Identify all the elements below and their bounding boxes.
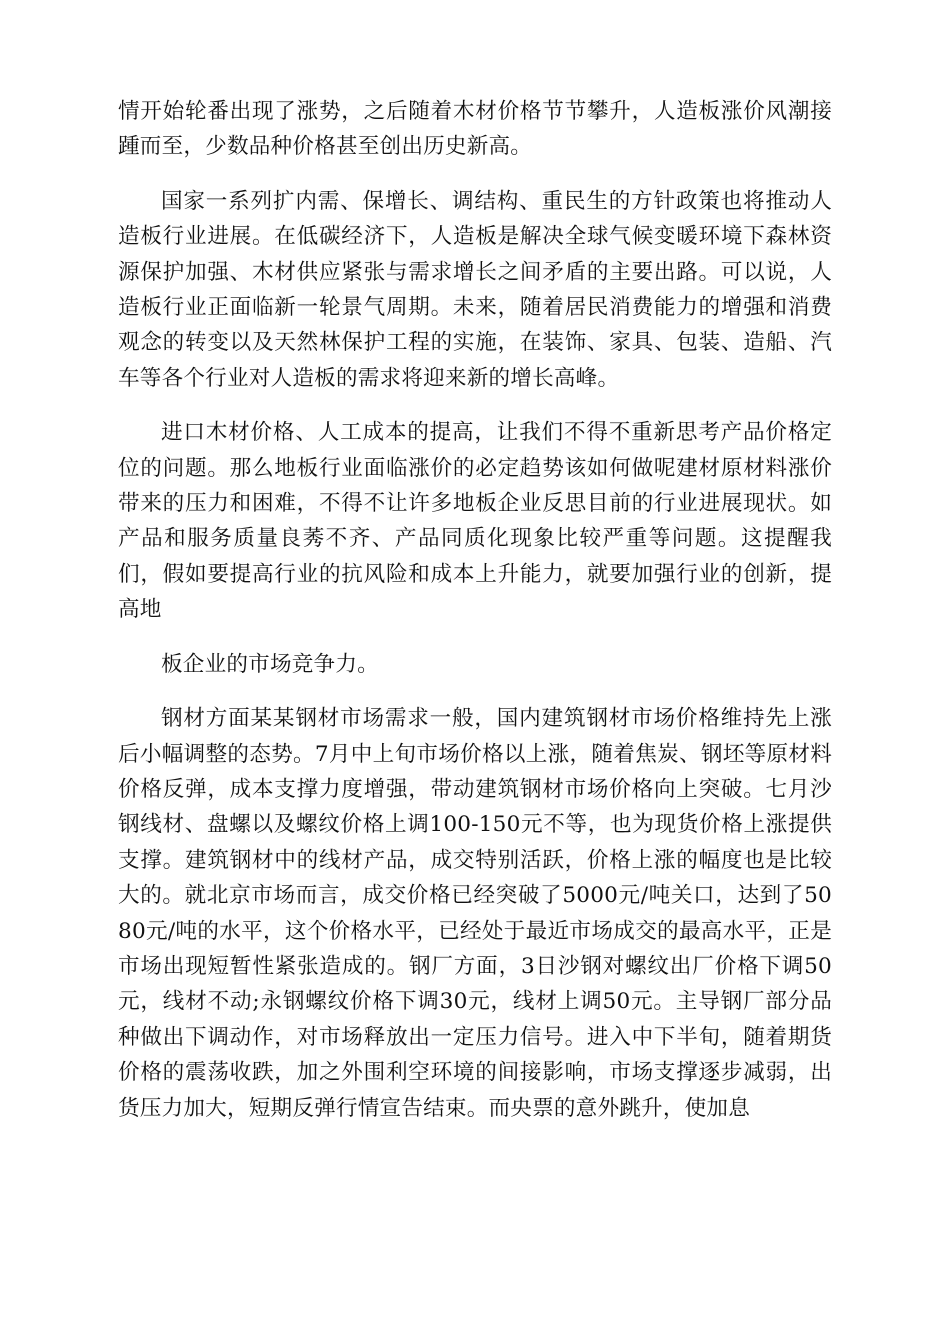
paragraph-4: 板企业的市场竞争力。	[161, 651, 379, 677]
paragraph-2: 国家一系列扩内需、保增长、调结构、重民生的方针政策也将推动人造板行业进展。在低碳经济下，人造板是解决全球气候变暖环境下森林资源保护加强、木材供应紧张与需求增长之间矛盾的主要出路。可以说，人造板行业正面临新一轮景气周期。未来，随着居民消费能力的增强和消费观念的转变以及天然林保护工程的实施，在装饰、家具、包装、造船、汽车等各个行业对人造板的需求将迎来新的增长高峰。	[118, 188, 832, 391]
document-page	[118, 94, 832, 1145]
paragraph-3: 进口木材价格、人工成本的提高，让我们不得不重新思考产品价格定位的问题。那么地板行业面临涨价的必定趋势该如何做呢建材原材料涨价带来的压力和困难，不得不让许多地板企业反思目前的行业进展现状。如产品和服务质量良莠不齐、产品同质化现象比较严重等问题。这提醒我们，假如要提高行业的抗风险和成本上升能力，就要加强行业的创新，提高地	[118, 420, 832, 623]
paragraph-1: 情开始轮番出现了涨势，之后随着木材价格节节攀升，人造板涨价风潮接踵而至，少数品种价格甚至创出历史新高。	[118, 99, 832, 160]
paragraph-5: 钢材方面某某钢材市场需求一般，国内建筑钢材市场价格维持先上涨后小幅调整的态势。7月中上旬市场价格以上涨，随着焦炭、钢坯等原材料价格反弹，成本支撑力度增强，带动建筑钢材市场价格向上突破。七月沙钢线材、盘螺以及螺纹价格上调100-150元不等，也为现货价格上涨提供支撑。建筑钢材中的线材产品，成交特别活跃，价格上涨的幅度也是比较大的。就北京市场而言，成交价格已经突破了5000元/吨关口，达到了5080元/吨的水平，这个价格水平，已经处于最近市场成交的最高水平，正是市场出现短暂性紧张造成的。钢厂方面，3日沙钢对螺纹出厂价格下调50元，线材不动;永钢螺纹价格下调30元，线材上调50元。主导钢厂部分品种做出下调动作，对市场释放出一定压力信号。进入中下半旬，随着期货价格的震荡收跌，加之外围利空环境的间接影响，市场支撑逐步减弱，出货压力加大，短期反弹行情宣告结束。而央票的意外跳升，使加息	[118, 706, 832, 1121]
